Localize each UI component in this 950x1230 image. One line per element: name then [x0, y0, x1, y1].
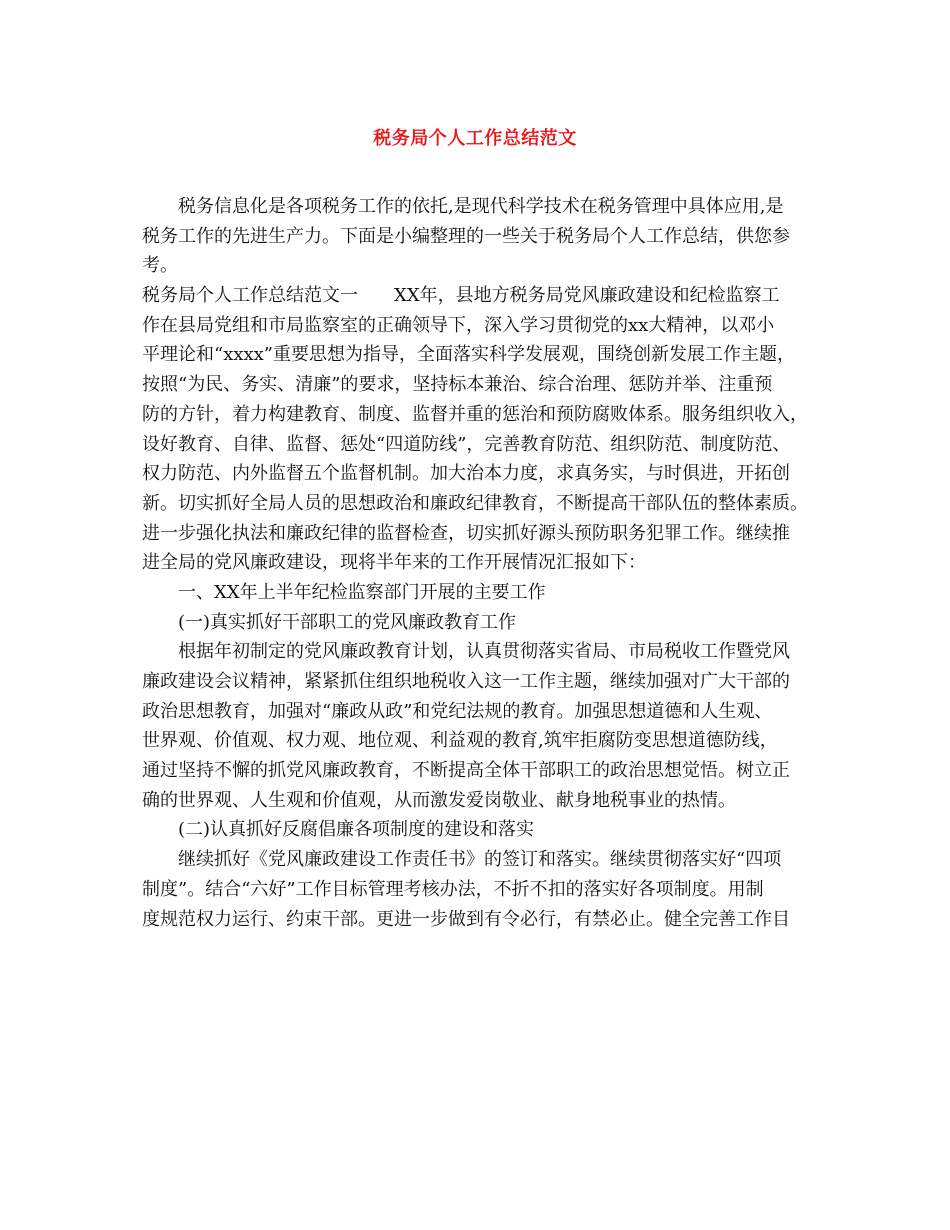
body-text-line: 政治思想教育，加强对“廉政从政”和党纪法规的教育。加强思想道德和人生观、 [142, 700, 773, 722]
document-title: 税务局个人工作总结范文 [373, 128, 577, 149]
body-text-line: 通过坚持不懈的抓党风廉政教育，不断提高全体干部职工的政治思想觉悟。树立正 [142, 760, 790, 782]
body-text-line: 按照“为民、务实、清廉”的要求，坚持标本兼治、综合治理、惩防并举、注重预 [142, 374, 773, 396]
body-text-line: 防的方针，着力构建教育、制度、监督并重的惩治和预防腐败体系。服务组织收入， [142, 403, 808, 425]
body-text-line: 进一步强化执法和廉政纪律的监督检查，切实抓好源头预防职务犯罪工作。继续推 [142, 522, 790, 544]
body-text-line: 继续抓好《党风廉政建设工作责任书》的签订和落实。继续贯彻落实好“四项 [178, 849, 782, 871]
body-text-line: 考。 [142, 255, 178, 277]
body-text-line: 平理论和“xxxx”重要思想为指导，全面落实科学发展观，围绕创新发展工作主题， [142, 344, 796, 366]
body-text-line: 廉政建设会议精神，紧紧抓住组织地税收入这一工作主题，继续加强对广大干部的 [142, 671, 790, 692]
body-text-line: 一、XX年上半年纪检监察部门开展的主要工作 [178, 581, 546, 603]
body-text-line: 权力防范、内外监督五个监督机制。加大治本力度，求真务实，与时俱进，开拓创 [142, 463, 790, 485]
body-text-line: 税务局个人工作总结范文一 XX年，县地方税务局党风廉政建设和纪检监察工 [142, 285, 780, 307]
body-text-line: 税务信息化是各项税务工作的依托,是现代科学技术在税务管理中具体应用,是 [178, 196, 784, 217]
body-text-line: (二)认真抓好反腐倡廉各项制度的建设和落实 [178, 819, 535, 841]
body-text-line: (一)真实抓好干部职工的党风廉政教育工作 [178, 611, 517, 633]
body-text-line: 制度”。结合“六好”工作目标管理考核办法，不折不扣的落实好各项制度。用制 [142, 878, 764, 900]
body-text-line: 作在县局党组和市局监察室的正确领导下，深入学习贯彻党的xx大精神，以邓小 [142, 314, 775, 336]
body-text-line: 世界观、价值观、权力观、地位观、利益观的教育,筑牢拒腐防变思想道德防线， [142, 730, 778, 752]
body-text-line: 确的世界观、人生观和价值观，从而激发爱岗敬业、献身地税事业的热情。 [142, 789, 736, 811]
body-text-line: 设好教育、自律、监督、惩处“四道防线”，完善教育防范、组织防范、制度防范、 [142, 433, 791, 455]
body-text-line: 新。切实抓好全局人员的思想政治和廉政纪律教育，不断提高干部队伍的整体素质。 [142, 492, 808, 514]
body-text-line: 进全局的党风廉政建设，现将半年来的工作开展情况汇报如下： [142, 552, 646, 574]
document-body [142, 192, 822, 934]
body-text-line: 税务工作的先进生产力。下面是小编整理的一些关于税务局个人工作总结，供您参 [142, 225, 790, 247]
body-text-line: 度规范权力运行、约束干部。更进一步做到有令必行，有禁必止。健全完善工作目 [142, 908, 790, 930]
body-text-line: 根据年初制定的党风廉政教育计划，认真贯彻落实省局、市局税收工作暨党风 [178, 641, 790, 663]
